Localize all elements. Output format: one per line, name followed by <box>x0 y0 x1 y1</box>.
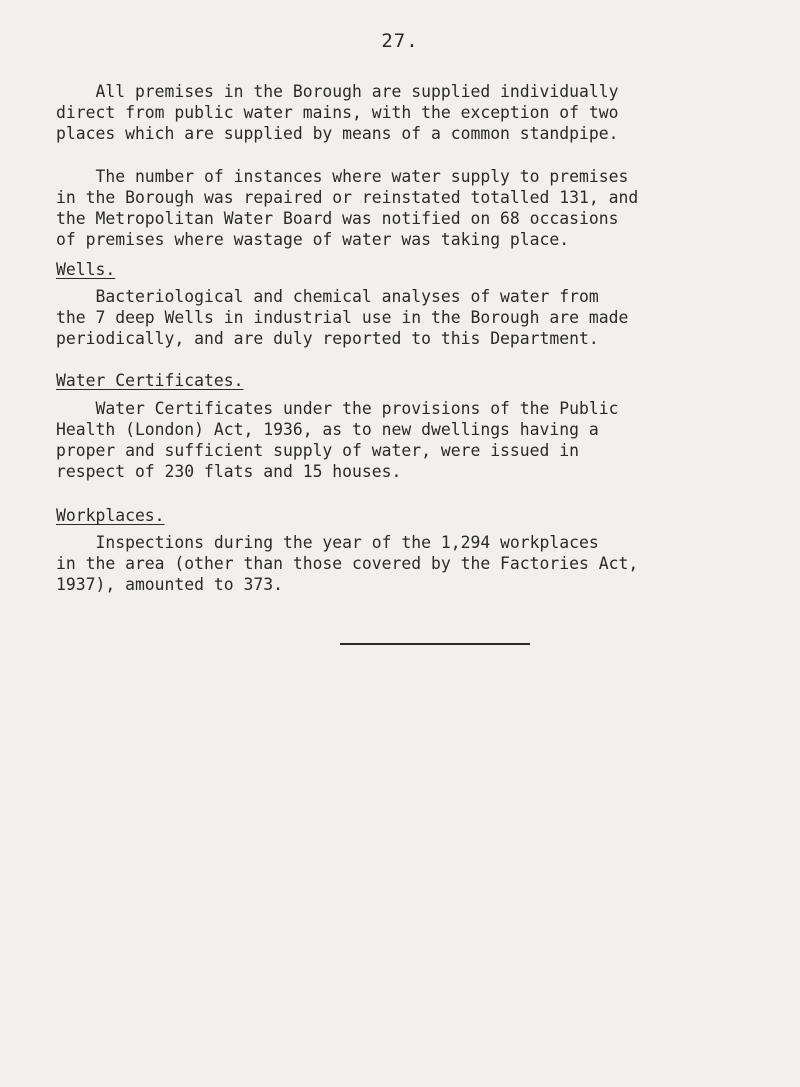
heading-wells: Wells. <box>56 260 116 279</box>
section-divider-rule <box>340 643 530 645</box>
paragraph-wells: Bacteriological and chemical analyses of water from the 7 deep Wells in industrial use in the Borough are made periodically, and are duly reported to this Department. <box>56 287 629 348</box>
heading-water-certificates: Water Certificates. <box>56 371 244 390</box>
paragraph-water-certificates: Water Certificates under the provisions of the Public Health (London) Act, 1936, as to new dwellings having a proper and sufficient supply of water, were issued in respect of 230 flats and 15 houses. <box>56 399 619 481</box>
paragraph-repairs: The number of instances where water supply to premises in the Borough was repaired or reinstated totalled 131, and the Metropolitan Water Board was notified on 68 occasions of premises where wastage of water was taking place. <box>56 167 639 249</box>
paragraph-water-supply: All premises in the Borough are supplied individually direct from public water mains, with the exception of two places which are supplied by means of a common standpipe. <box>56 82 619 143</box>
page-number: 27. <box>381 30 419 52</box>
heading-workplaces: Workplaces. <box>56 506 165 525</box>
paragraph-workplaces: Inspections during the year of the 1,294 workplaces in the area (other than those covered by the Factories Act, 1937), amounted to 373. <box>56 533 639 594</box>
